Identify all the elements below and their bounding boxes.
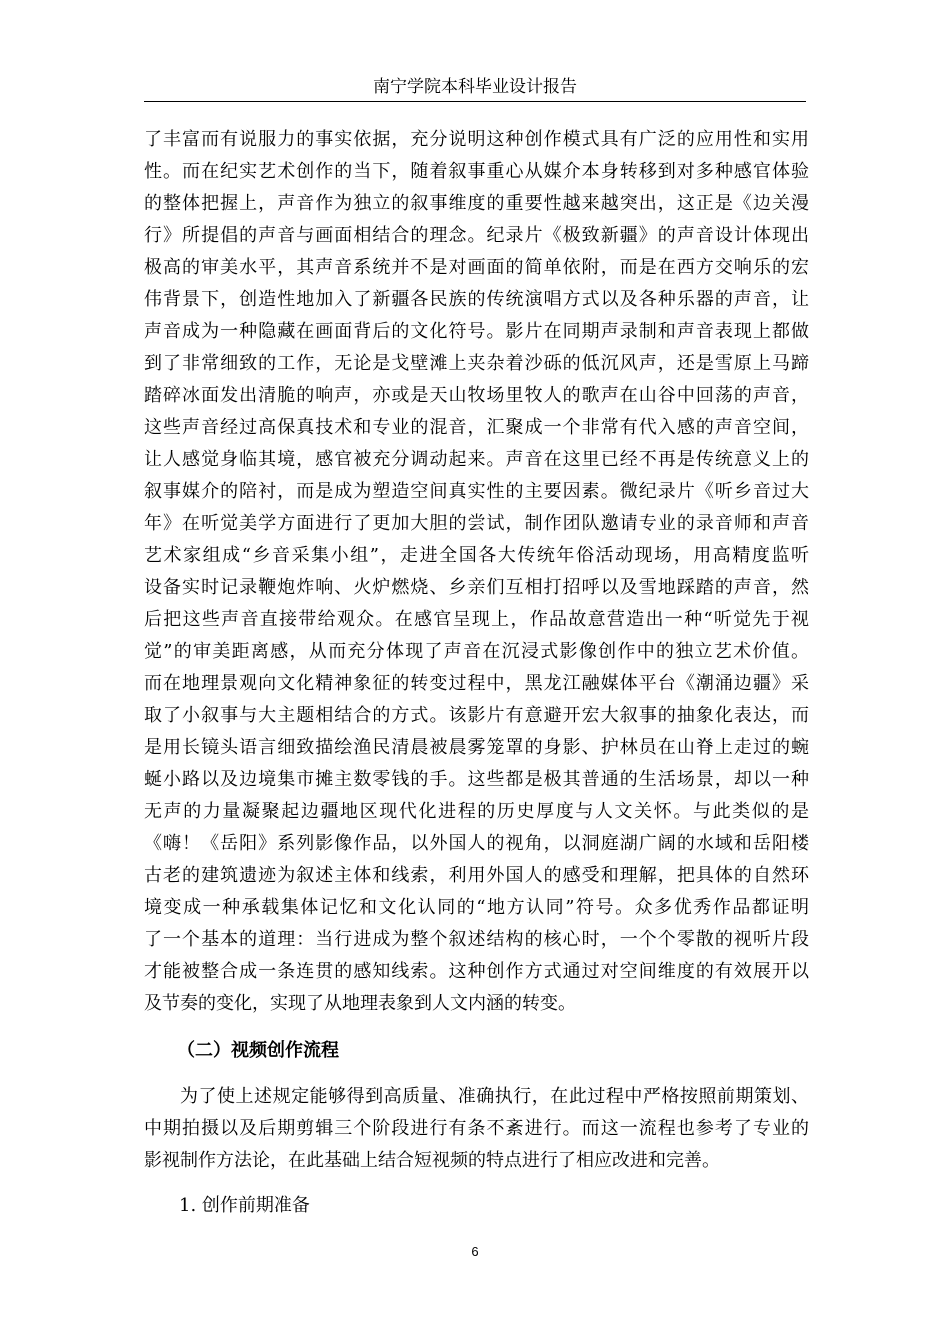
paragraph-2-line: 为了使上述规定能够得到高质量、准确执行，在此过程中严格按照前期策划、 — [180, 1086, 810, 1107]
paragraph-1-line: 性。而在纪实艺术创作的当下，随着叙事重心从媒介本身转移到对多种感官体验 — [144, 161, 811, 182]
paragraph-1-line: 到了非常细致的工作，无论是戈壁滩上夹杂着沙砾的低沉风声，还是雪原上马蹄 — [144, 353, 811, 374]
paragraph-1-line: 艺术家组成“乡音采集小组”，走进全国各大传统年俗活动现场，用高精度监听 — [144, 545, 811, 566]
paragraph-1-line: 《嗨！《岳阳》系列影像作品，以外国人的视角，以洞庭湖广阔的水域和岳阳楼 — [144, 833, 811, 854]
paragraph-1-line: 踏碎冰面发出清脆的响声，亦或是天山牧场里牧人的歌声在山谷中回荡的声音， — [144, 385, 811, 406]
paragraph-1-line: 行》所提倡的声音与画面相结合的理念。纪录片《极致新疆》的声音设计体现出 — [144, 225, 811, 246]
paragraph-1-line: 声音成为一种隐藏在画面背后的文化符号。影片在同期声录制和声音表现上都做 — [144, 321, 811, 342]
paragraph-1-line: 才能被整合成一条连贯的感知线索。这种创作方式通过对空间维度的有效展开以 — [144, 961, 811, 982]
header-rule — [144, 101, 806, 102]
paragraph-1-line: 极高的审美水平，其声音系统并不是对画面的简单依附，而是在西方交响乐的宏 — [144, 257, 811, 278]
paragraph-1-line: 而在地理景观向文化精神象征的转变过程中，黑龙江融媒体平台《潮涌边疆》采 — [144, 673, 811, 694]
paragraph-1-line: 取了小叙事与大主题相结合的方式。该影片有意避开宏大叙事的抽象化表达，而 — [144, 705, 811, 726]
paragraph-1-line: 了一个基本的道理：当行进成为整个叙述结构的核心时，一个个零散的视听片段 — [144, 929, 811, 950]
paragraph-2-line: 中期拍摄以及后期剪辑三个阶段进行有条不紊进行。而这一流程也参考了专业的 — [144, 1118, 811, 1139]
paragraph-1-line: 伟背景下，创造性地加入了新疆各民族的传统演唱方式以及各种乐器的声音，让 — [144, 289, 811, 310]
paragraph-2-line: 影视制作方法论，在此基础上结合短视频的特点进行了相应改进和完善。 — [144, 1150, 720, 1171]
section-heading: （二）视频创作流程 — [177, 1040, 339, 1061]
paragraph-1-line: 这些声音经过高保真技术和专业的混音，汇聚成一个非常有代入感的声音空间， — [144, 417, 811, 438]
paragraph-1-line: 年》在听觉美学方面进行了更加大胆的尝试，制作团队邀请专业的录音师和声音 — [144, 513, 811, 534]
paragraph-1-line: 叙事媒介的陪衬，而是成为塑造空间真实性的主要因素。微纪录片《听乡音过大 — [144, 481, 811, 502]
paragraph-1-line: 是用长镜头语言细致描绘渔民清晨被晨雾笼罩的身影、护林员在山脊上走过的蜿 — [144, 737, 811, 758]
subsection-heading: 1. 创作前期准备 — [179, 1195, 310, 1216]
paragraph-1-line: 的整体把握上，声音作为独立的叙事维度的重要性越来越突出，这正是《边关漫 — [144, 193, 811, 214]
paragraph-1-line: 古老的建筑遗迹为叙述主体和线索，利用外国人的感受和理解，把具体的自然环 — [144, 865, 811, 886]
paragraph-1-line: 设备实时记录鞭炮炸响、火炉燃烧、乡亲们互相打招呼以及雪地踩踏的声音，然 — [144, 577, 811, 598]
paragraph-1-line: 觉”的审美距离感，从而充分体现了声音在沉浸式影像创作中的独立艺术价值。 — [144, 641, 811, 662]
paragraph-1-line: 让人感觉身临其境，感官被充分调动起来。声音在这里已经不再是传统意义上的 — [144, 449, 811, 470]
paragraph-1-line: 蜒小路以及边境集市摊主数零钱的手。这些都是极其普通的生活场景，却以一种 — [144, 769, 811, 790]
paragraph-2 — [144, 1081, 809, 1177]
page-header-title: 南宁学院本科毕业设计报告 — [373, 77, 577, 97]
paragraph-1-line: 无声的力量凝聚起边疆地区现代化进程的历史厚度与人文关怀。与此类似的是 — [144, 801, 811, 822]
paragraph-1 — [144, 124, 809, 1020]
page-number: 6 — [471, 1244, 479, 1259]
paragraph-1-line: 及节奏的变化，实现了从地理表象到人文内涵的转变。 — [144, 993, 576, 1014]
paragraph-1-line: 后把这些声音直接带给观众。在感官呈现上，作品故意营造出一种“听觉先于视 — [144, 609, 811, 630]
paragraph-1-line: 境变成一种承载集体记忆和文化认同的“地方认同”符号。众多优秀作品都证明 — [144, 897, 811, 918]
paragraph-1-line: 了丰富而有说服力的事实依据，充分说明这种创作模式具有广泛的应用性和实用 — [144, 129, 811, 150]
